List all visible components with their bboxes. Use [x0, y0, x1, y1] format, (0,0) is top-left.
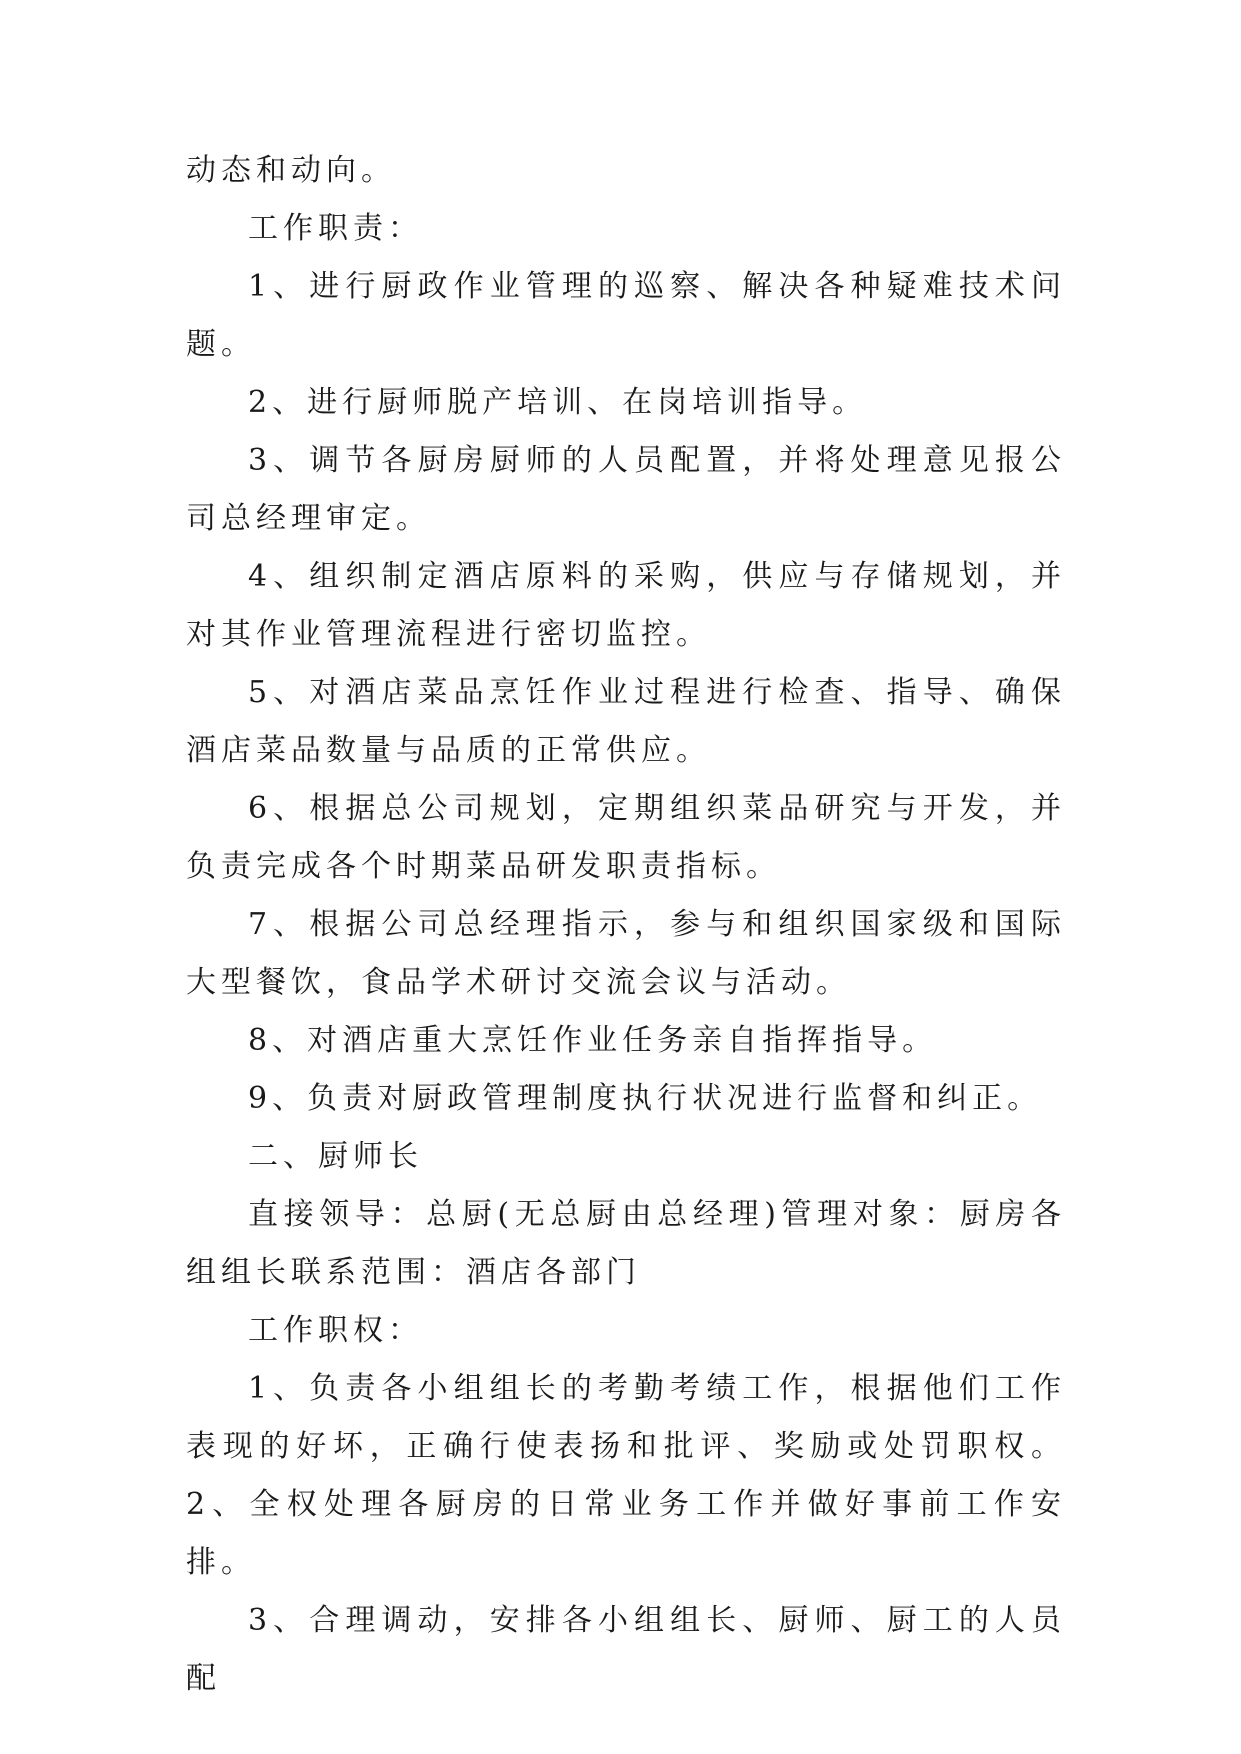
list-item: 6、根据总公司规划，定期组织菜品研究与开发，并负责完成各个时期菜品研发职责指标。 — [186, 791, 1066, 884]
section-heading-duties: 工作职责： — [248, 211, 423, 246]
paragraph: 动态和动向。 — [186, 153, 396, 188]
list-item: 7、根据公司总经理指示，参与和组织国家级和国际大型餐饮，食品学术研讨交流会议与活动。 — [186, 907, 1066, 1000]
list-item: 3、合理调动，安排各小组组长、厨师、厨工的人员配 — [186, 1603, 1066, 1696]
list-item: 1、进行厨政作业管理的巡察、解决各种疑难技术问题。 — [186, 269, 1066, 362]
list-item: 5、对酒店菜品烹饪作业过程进行检查、指导、确保酒店菜品数量与品质的正常供应。 — [186, 675, 1066, 768]
list-item: 3、调节各厨房厨师的人员配置，并将处理意见报公司总经理审定。 — [186, 443, 1066, 536]
list-item: 2、进行厨师脱产培训、在岗培训指导。 — [248, 385, 868, 420]
section-heading-chef: 二、厨师长 — [248, 1139, 423, 1174]
document-body — [186, 142, 1066, 1708]
list-item: 9、负责对厨政管理制度执行状况进行监督和纠正。 — [248, 1081, 1043, 1116]
list-item: 8、对酒店重大烹饪作业任务亲自指挥指导。 — [248, 1023, 938, 1058]
list-item: 4、组织制定酒店原料的采购，供应与存储规划，并对其作业管理流程进行密切监控。 — [186, 559, 1066, 652]
reporting-line: 直接领导：总厨(无总厨由总经理)管理对象：厨房各组组长联系范围：酒店各部门 — [186, 1197, 1066, 1290]
section-heading-authority: 工作职权： — [248, 1313, 423, 1348]
list-item: 1、负责各小组组长的考勤考绩工作，根据他们工作表现的好坏，正确行使表扬和批评、奖励或处罚职权。2、全权处理各厨房的日常业务工作并做好事前工作安排。 — [186, 1371, 1066, 1580]
